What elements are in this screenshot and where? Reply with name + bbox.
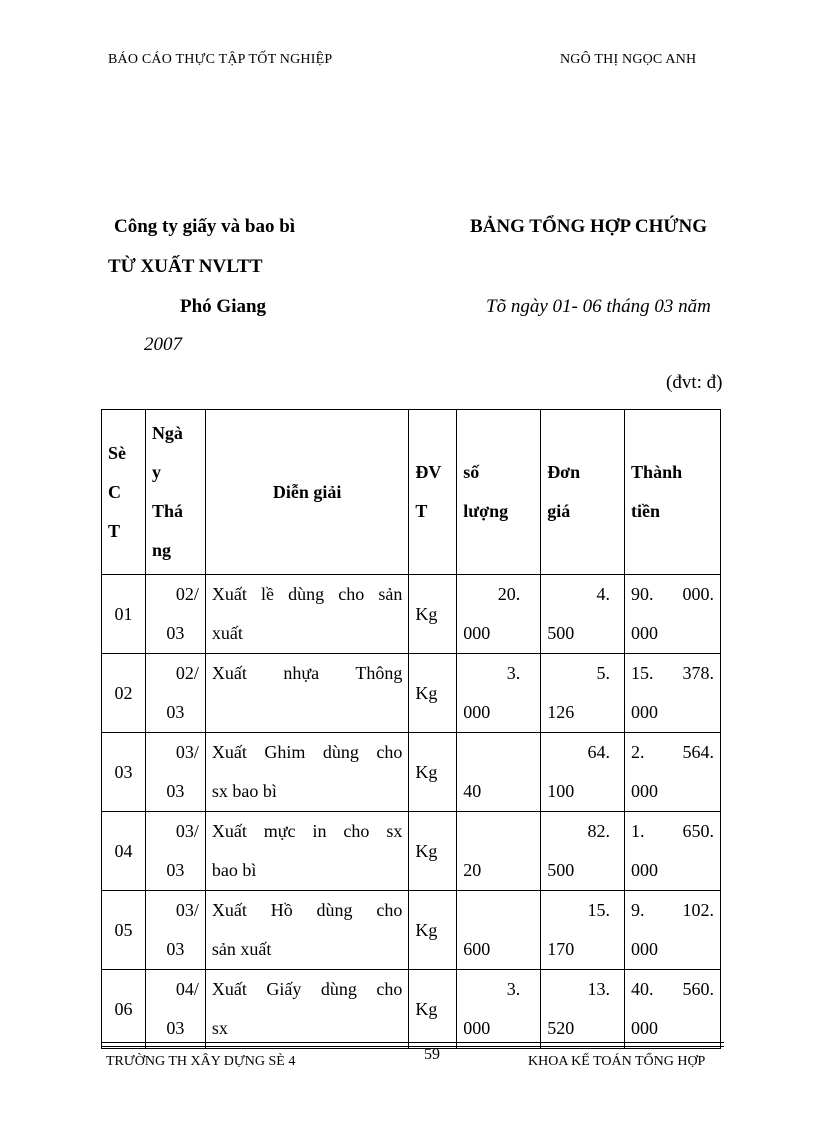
cell-text: 000 [463,702,491,722]
cell-text: 03/ [175,742,199,762]
header-text: ĐV [415,462,442,482]
header-so-ct [102,410,146,575]
cell-dvt: Kg [409,575,457,654]
cell-text: 378. [682,663,714,683]
currency-unit: (đvt: đ) [666,372,723,393]
table-row [102,970,721,1049]
cell-text: 1. [631,821,645,841]
cell-text: 000 [631,702,659,722]
cell-don-gia [541,654,625,733]
date-range-part2: 2007 [144,334,182,355]
cell-text: 15. [631,663,654,683]
cell-text [463,733,534,772]
cell-text: 9. [631,900,645,920]
cell-dien-giai [205,575,408,654]
footer-rule [102,1046,724,1047]
cell-text: 000 [463,623,491,643]
header-text: Thá [151,501,183,521]
cell-don-gia [541,891,625,970]
table-row [102,812,721,891]
header-ngay [145,410,205,575]
cell-text [463,812,534,851]
cell-so-luong [457,575,541,654]
header-don-gia [541,410,625,575]
cell-dvt: Kg [409,891,457,970]
cell-text: 02/ [175,584,199,604]
cell-text: Xuất nhựa Thông [211,663,403,683]
cell-ngay [145,654,205,733]
cell-text: sản xuất [211,939,272,959]
cell-text: Xuất Giấy dùng cho [211,979,403,999]
cell-thanh-tien [625,891,721,970]
running-header-left: BÁO CÁO THỰC TẬP TỐT NGHIỆP [108,52,333,67]
cell-text: 500 [547,623,575,643]
cell-so-luong [457,812,541,891]
table-header-row [102,410,721,575]
cell-text: 03 [166,860,185,880]
cell-so-luong [457,891,541,970]
cell-text: 4. [596,584,611,604]
cell-text: 03 [166,939,185,959]
cell-text: 40 [463,781,482,801]
cell-text: 100 [547,781,575,801]
header-text: T [415,501,428,521]
cell-thanh-tien [625,970,721,1049]
cell-text: Xuất lề dùng cho sản [211,584,403,604]
cell-text: 03 [166,1018,185,1038]
cell-so-ct: 05 [102,891,146,970]
cell-so-luong [457,654,541,733]
cell-text: 20. [497,584,521,604]
cell-don-gia [541,575,625,654]
cell-text: xuất [211,623,243,643]
page-number: 59 [424,1046,440,1063]
header-dien-giai: Diễn giải [205,410,408,575]
cell-dien-giai [205,654,408,733]
company-name-line1: Công ty giấy và bao bì [114,216,296,237]
cell-text: 15. [587,900,611,920]
header-so-luong [457,410,541,575]
cell-text: 90. [631,584,654,604]
cell-text: 03 [166,702,185,722]
cell-don-gia [541,812,625,891]
cell-thanh-tien [625,812,721,891]
header-text: số [463,462,480,482]
cell-ngay [145,812,205,891]
cell-text: 2. [631,742,645,762]
cell-text: 04/ [175,979,199,999]
cell-text: 3. [506,663,521,683]
cell-text [463,891,534,930]
cell-text: 000 [631,860,659,880]
header-text: T [108,520,121,541]
header-thanh-tien [625,410,721,575]
cell-text: 64. [587,742,611,762]
cell-text: 000 [631,781,659,801]
cell-text: 02/ [175,663,199,683]
header-text: y [151,462,161,482]
report-title-part1: BẢNG TỔNG HỢP CHỨNG [470,216,707,237]
cell-text: 3. [506,979,521,999]
cell-ngay [145,733,205,812]
cell-text: Xuất mực in cho sx [211,821,403,841]
running-footer-left: TRƯỜNG TH XÂY DỰNG SÈ 4 [106,1054,296,1069]
cell-text: 03/ [175,821,199,841]
header-text: Sè [108,442,126,463]
cell-text: sx [211,1018,228,1038]
cell-so-ct: 01 [102,575,146,654]
running-header-right: NGÔ THỊ NGỌC ANH [560,52,697,67]
header-dvt [409,410,457,575]
cell-dvt: Kg [409,812,457,891]
cell-text: 126 [547,702,575,722]
summary-table [101,409,721,1049]
header-text: C [108,481,121,502]
cell-text: 102. [682,900,714,920]
cell-text: 03 [166,781,185,801]
cell-don-gia [541,970,625,1049]
table-row [102,575,721,654]
cell-text: Xuất Ghim dùng cho [211,742,403,762]
cell-text: bao bì [211,860,257,880]
cell-ngay [145,970,205,1049]
cell-dien-giai [205,733,408,812]
cell-text: 520 [547,1018,575,1038]
cell-text: 03/ [175,900,199,920]
cell-text: 000 [631,623,659,643]
cell-so-luong [457,733,541,812]
cell-text: 600 [463,939,491,959]
table-row [102,733,721,812]
company-name-line2: Phó Giang [180,296,267,317]
header-text: Thành [631,462,683,482]
report-title-part2: TỪ XUẤT NVLTT [108,256,263,277]
cell-text: 5. [596,663,611,683]
cell-text: 40. [631,979,654,999]
cell-text: 650. [682,821,714,841]
cell-so-ct: 03 [102,733,146,812]
cell-so-luong [457,970,541,1049]
cell-so-ct: 02 [102,654,146,733]
cell-text: 170 [547,939,575,959]
cell-dien-giai [205,812,408,891]
cell-dvt: Kg [409,654,457,733]
cell-text: 000 [631,1018,659,1038]
cell-text: 13. [587,979,611,999]
table-row [102,654,721,733]
cell-text: 564. [682,742,714,762]
cell-thanh-tien [625,575,721,654]
cell-text: 000. [682,584,714,604]
cell-text: 560. [682,979,714,999]
cell-text: 82. [587,821,611,841]
cell-ngay [145,891,205,970]
cell-thanh-tien [625,654,721,733]
cell-text: 20 [463,860,482,880]
running-footer-right: KHOA KẾ TOÁN TỔNG HỢP [528,1054,706,1069]
cell-text: 000 [631,939,659,959]
cell-dien-giai [205,970,408,1049]
date-range-part1: Tõ ngày 01- 06 tháng 03 năm [486,296,711,317]
table-row [102,891,721,970]
header-text: Ngà [151,423,183,443]
cell-so-ct: 04 [102,812,146,891]
cell-text: 000 [463,1018,491,1038]
header-text: lượng [463,501,509,521]
cell-dvt: Kg [409,733,457,812]
cell-dvt: Kg [409,970,457,1049]
cell-don-gia [541,733,625,812]
footer-rule [102,1042,724,1043]
cell-text: 03 [166,623,185,643]
header-text: giá [547,501,571,521]
header-text: tiền [631,501,661,521]
cell-text: sx bao bì [211,781,277,801]
header-text: Đơn [547,462,581,482]
cell-ngay [145,575,205,654]
cell-text: 500 [547,860,575,880]
header-text: ng [151,540,171,560]
cell-dien-giai [205,891,408,970]
cell-so-ct: 06 [102,970,146,1049]
cell-text: Xuất Hồ dùng cho [211,900,403,920]
cell-thanh-tien [625,733,721,812]
